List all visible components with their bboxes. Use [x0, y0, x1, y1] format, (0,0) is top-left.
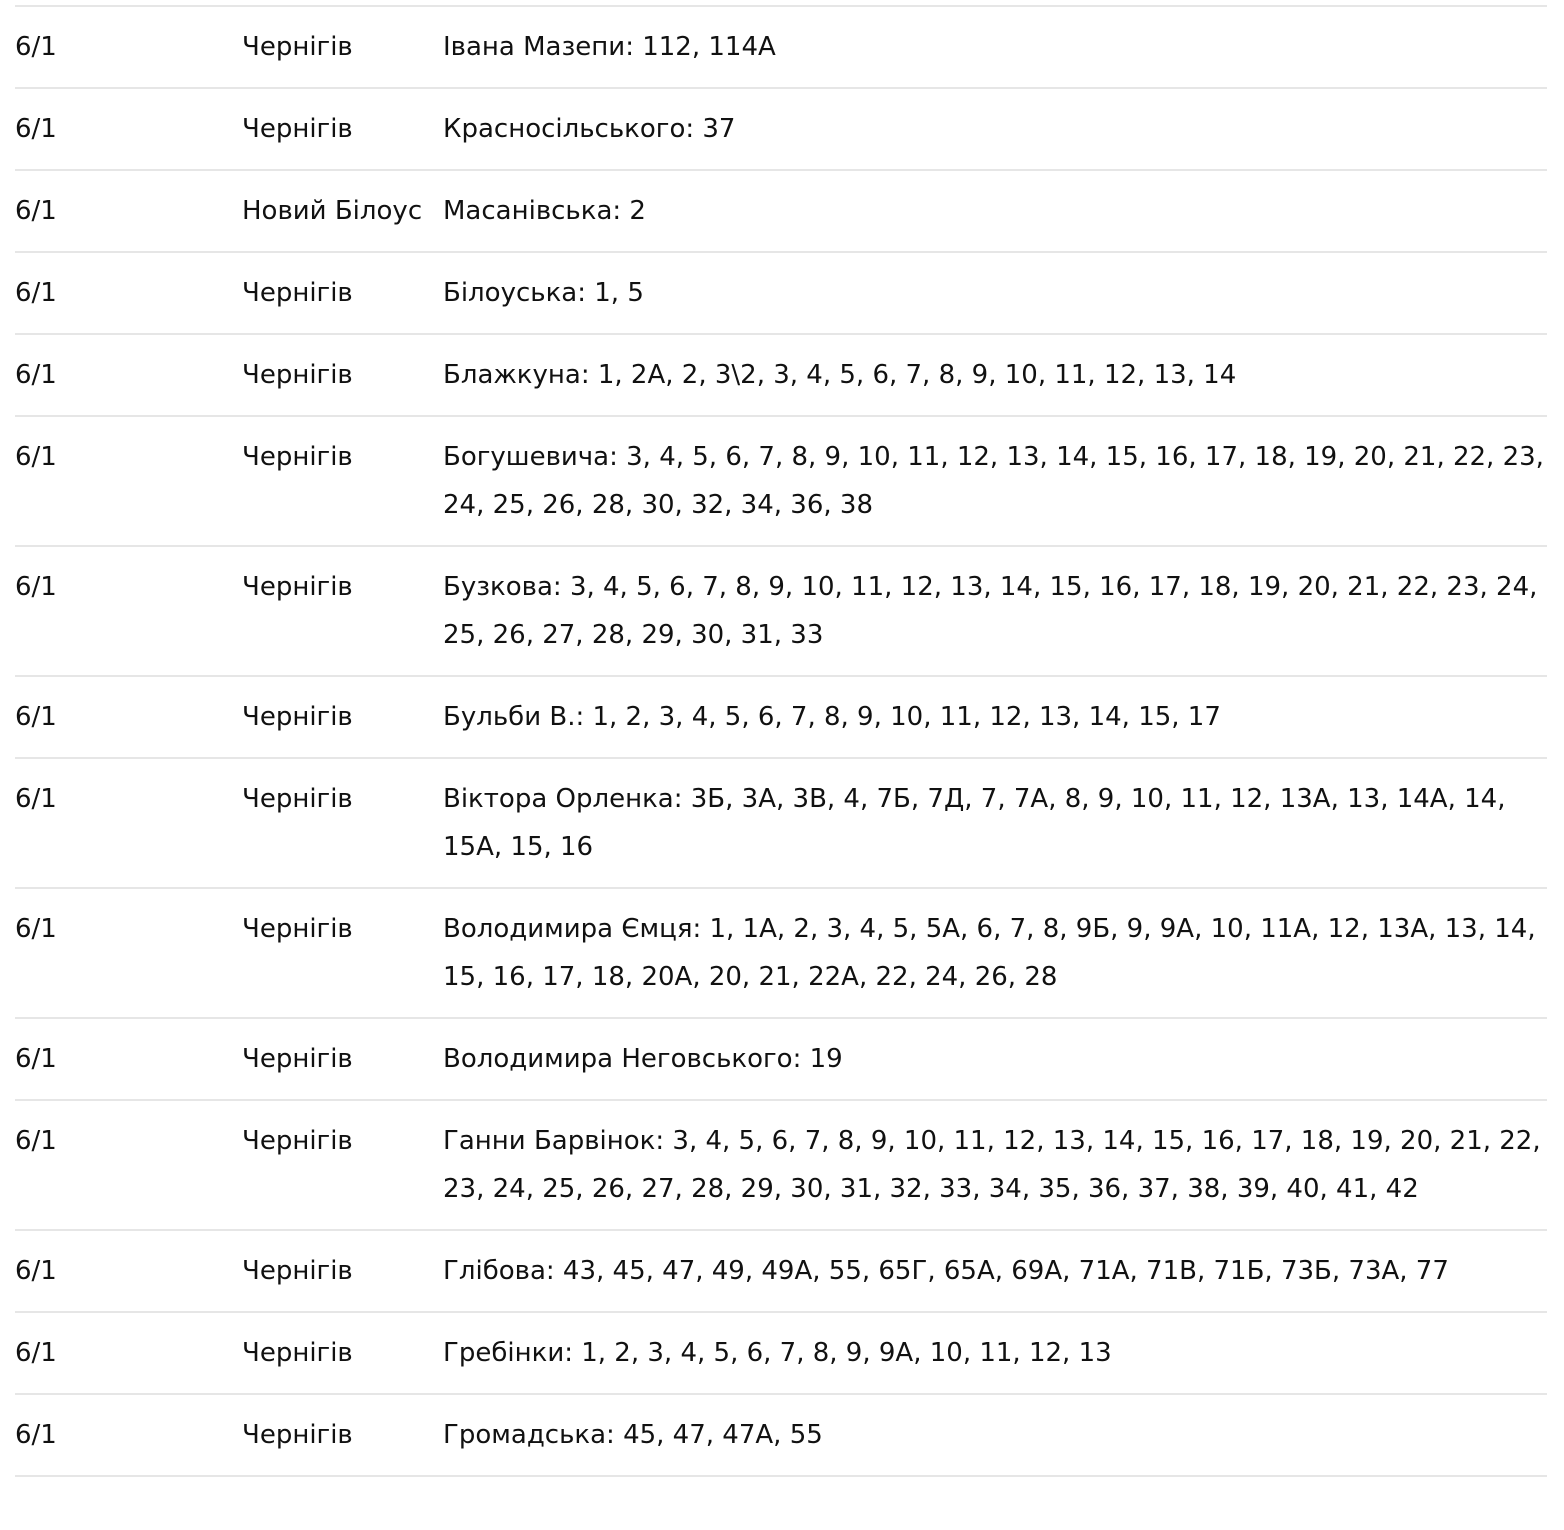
city-cell: Чернігів — [242, 1394, 443, 1476]
queue-cell: 6/1 — [15, 546, 242, 676]
table-row — [15, 170, 1547, 252]
queue-cell: 6/1 — [15, 1018, 242, 1100]
address-cell: Ганни Барвінок: 3, 4, 5, 6, 7, 8, 9, 10, 11, 12, 13, 14, 15, 16, 17, 18, 19, 20, 21, 22, 23, 24, 25, 26, 27, 28, 29, 30, 31, 32, 33, 34, 35, 36, 37, 38, 39, 40, 41, 42 — [443, 1100, 1547, 1230]
city-cell: Чернігів — [242, 6, 443, 88]
table-row — [15, 334, 1547, 416]
queue-cell: 6/1 — [15, 170, 242, 252]
city-cell: Чернігів — [242, 546, 443, 676]
queue-cell: 6/1 — [15, 252, 242, 334]
city-cell: Чернігів — [242, 1100, 443, 1230]
address-cell: Бульби В.: 1, 2, 3, 4, 5, 6, 7, 8, 9, 10, 11, 12, 13, 14, 15, 17 — [443, 676, 1547, 758]
table-row — [15, 1100, 1547, 1230]
queue-cell: 6/1 — [15, 334, 242, 416]
table-row — [15, 88, 1547, 170]
address-cell: Білоуська: 1, 5 — [443, 252, 1547, 334]
table-row — [15, 546, 1547, 676]
table-row — [15, 6, 1547, 88]
city-cell: Чернігів — [242, 676, 443, 758]
address-cell: Громадська: 45, 47, 47А, 55 — [443, 1394, 1547, 1476]
city-cell: Чернігів — [242, 1018, 443, 1100]
city-cell: Чернігів — [242, 416, 443, 546]
city-cell: Чернігів — [242, 1312, 443, 1394]
table-row — [15, 676, 1547, 758]
address-table — [15, 5, 1547, 1477]
address-cell: Івана Мазепи: 112, 114А — [443, 6, 1547, 88]
address-cell: Блажкуна: 1, 2А, 2, 3\2, 3, 4, 5, 6, 7, 8, 9, 10, 11, 12, 13, 14 — [443, 334, 1547, 416]
table-row — [15, 1394, 1547, 1476]
address-cell: Глібова: 43, 45, 47, 49, 49А, 55, 65Г, 65А, 69А, 71А, 71В, 71Б, 73Б, 73А, 77 — [443, 1230, 1547, 1312]
queue-cell: 6/1 — [15, 416, 242, 546]
queue-cell: 6/1 — [15, 1394, 242, 1476]
city-cell: Чернігів — [242, 88, 443, 170]
queue-cell: 6/1 — [15, 1230, 242, 1312]
outage-schedule-table — [15, 5, 1547, 1477]
city-cell: Чернігів — [242, 888, 443, 1018]
table-row — [15, 1230, 1547, 1312]
table-row — [15, 758, 1547, 888]
city-cell: Новий Білоус — [242, 170, 443, 252]
table-row — [15, 1018, 1547, 1100]
address-cell: Масанівська: 2 — [443, 170, 1547, 252]
queue-cell: 6/1 — [15, 88, 242, 170]
queue-cell: 6/1 — [15, 6, 242, 88]
queue-cell: 6/1 — [15, 758, 242, 888]
table-row — [15, 416, 1547, 546]
address-cell: Володимира Ємця: 1, 1А, 2, 3, 4, 5, 5А, 6, 7, 8, 9Б, 9, 9А, 10, 11А, 12, 13А, 13, 14, 15, 16, 17, 18, 20А, 20, 21, 22А, 22, 24, 26, 28 — [443, 888, 1547, 1018]
table-row — [15, 1312, 1547, 1394]
city-cell: Чернігів — [242, 1230, 443, 1312]
queue-cell: 6/1 — [15, 676, 242, 758]
address-cell: Бузкова: 3, 4, 5, 6, 7, 8, 9, 10, 11, 12, 13, 14, 15, 16, 17, 18, 19, 20, 21, 22, 23, 24, 25, 26, 27, 28, 29, 30, 31, 33 — [443, 546, 1547, 676]
table-row — [15, 252, 1547, 334]
address-cell: Красносільського: 37 — [443, 88, 1547, 170]
address-cell: Віктора Орленка: 3Б, 3А, 3В, 4, 7Б, 7Д, 7, 7А, 8, 9, 10, 11, 12, 13А, 13, 14А, 14, 15А, 15, 16 — [443, 758, 1547, 888]
queue-cell: 6/1 — [15, 1100, 242, 1230]
city-cell: Чернігів — [242, 252, 443, 334]
queue-cell: 6/1 — [15, 1312, 242, 1394]
queue-cell: 6/1 — [15, 888, 242, 1018]
table-body — [15, 6, 1547, 1476]
city-cell: Чернігів — [242, 334, 443, 416]
address-cell: Гребінки: 1, 2, 3, 4, 5, 6, 7, 8, 9, 9А, 10, 11, 12, 13 — [443, 1312, 1547, 1394]
address-cell: Володимира Неговського: 19 — [443, 1018, 1547, 1100]
table-row — [15, 888, 1547, 1018]
city-cell: Чернігів — [242, 758, 443, 888]
address-cell: Богушевича: 3, 4, 5, 6, 7, 8, 9, 10, 11, 12, 13, 14, 15, 16, 17, 18, 19, 20, 21, 22, 23, 24, 25, 26, 28, 30, 32, 34, 36, 38 — [443, 416, 1547, 546]
